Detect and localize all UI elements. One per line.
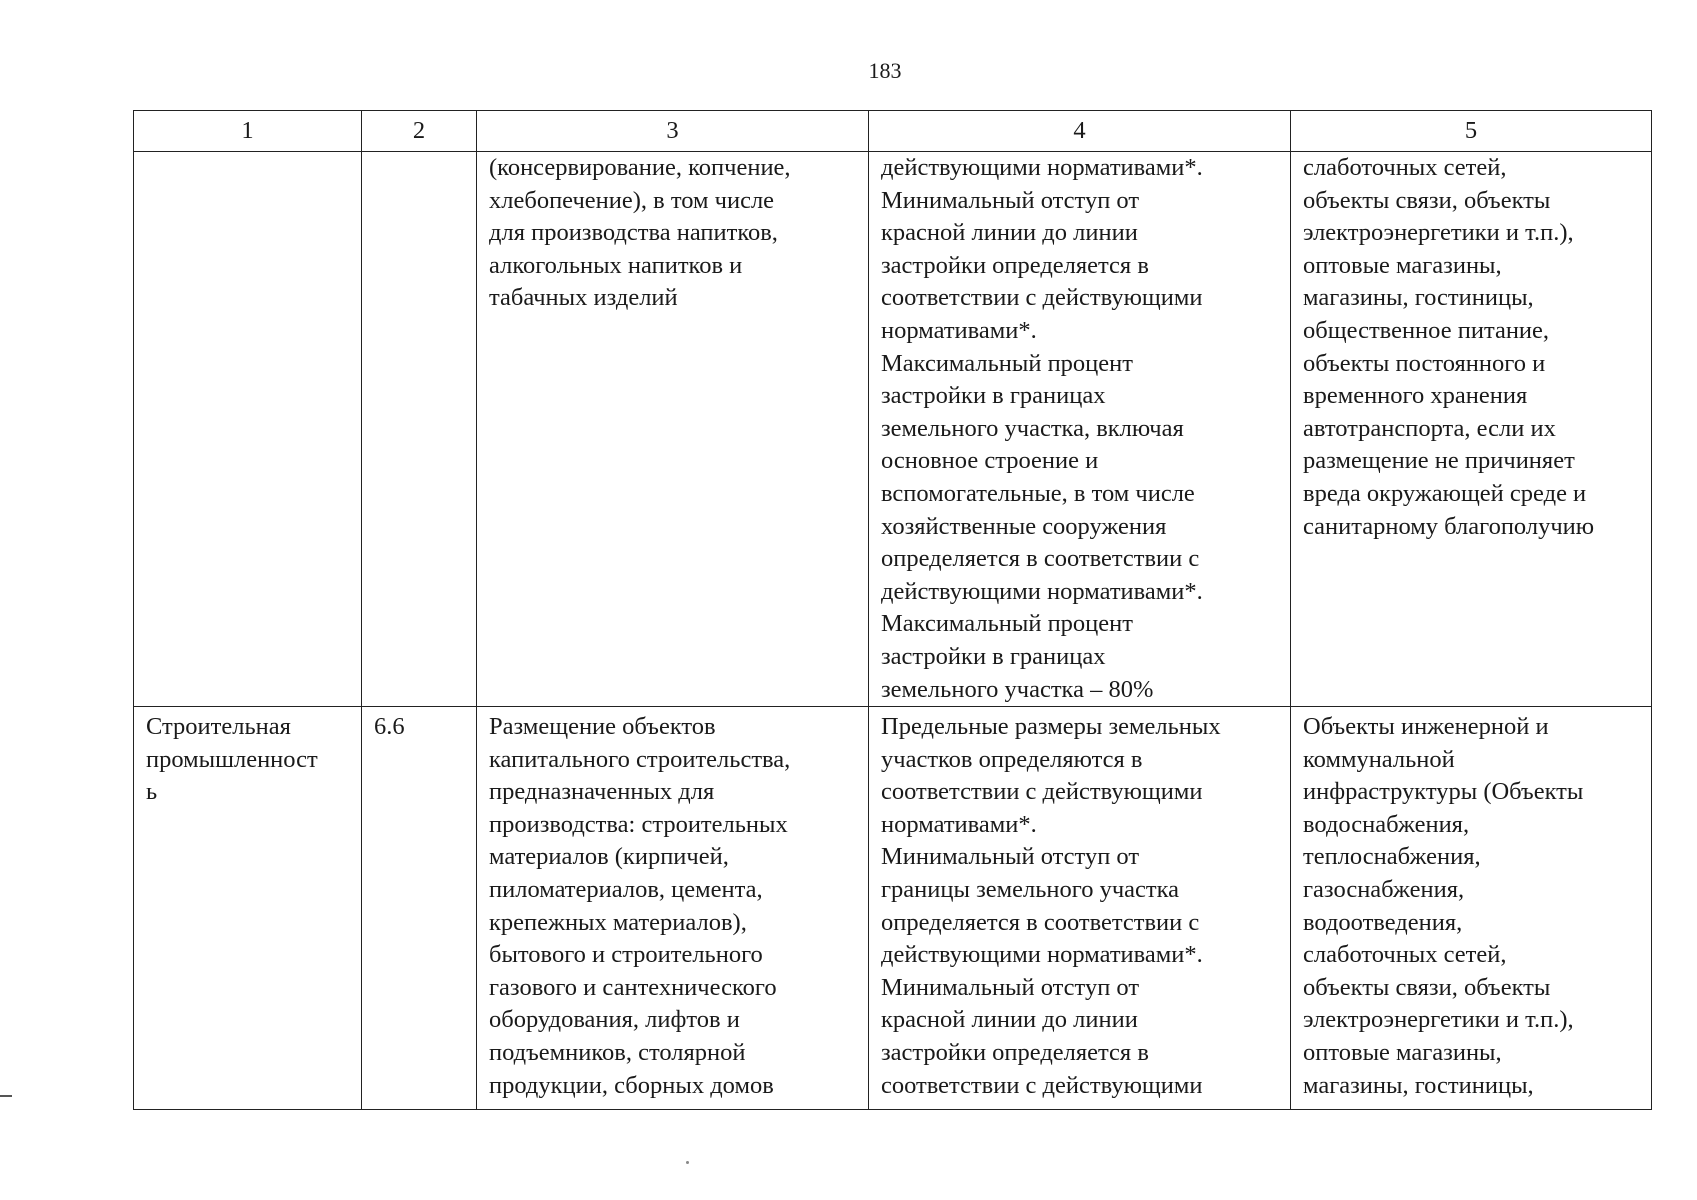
- page-number: 183: [868, 58, 902, 83]
- column-header-4: 4: [869, 111, 1291, 152]
- parameters-cell: Предельные размеры земельных участков определяются в соответствии с действующими нормативами*. Минимальный отступ от границы земельного участка определяется в соответствии с действующими нормативами*. Минимальный отступ от красной линии до линии застройки определяется в соответствии с действующими: [869, 707, 1291, 1110]
- use-code-cell: 6.6: [362, 707, 477, 1110]
- auxiliary-uses-cell: слаботочных сетей, объекты связи, объекты электроэнергетики и т.п.), оптовые магазины, магазины, гостиницы, общественное питание, объекты постоянного и временного хранения автотранспорта, если их размещение не причиняет вреда окружающей среде и санитарному благополучию: [1291, 152, 1652, 707]
- use-type-cell: Строительная промышленност ь: [134, 707, 362, 1110]
- parameters-cell: действующими нормативами*. Минимальный отступ от красной линии до линии застройки определяется в соответствии с действующими нормативами*. Максимальный процент застройки в границах земельного участка, включая основное строение и вспомогательные, в том числе хозяйственные сооружения определяется в соответствии с действующими нормативами*. Максимальный процент застройки в границах земельного участка – 80%: [869, 152, 1291, 707]
- auxiliary-uses-cell: Объекты инженерной и коммунальной инфраструктуры (Объекты водоснабжения, теплоснабжения, газоснабжения, водоотведения, слаботочных сетей, объекты связи, объекты электроэнергетики и т.п.), оптовые магазины, магазины, гостиницы,: [1291, 707, 1652, 1110]
- table-row: [134, 152, 1652, 707]
- scan-dust-dot: [686, 1161, 689, 1164]
- use-description-cell: (консервирование, копчение, хлебопечение), в том числе для производства напитков, алкогольных напитков и табачных изделий: [477, 152, 869, 707]
- use-description-cell: Размещение объектов капитального строительства, предназначенных для производства: строительных материалов (кирпичей, пиломатериалов, цемента, крепежных материалов), бытового и строительного газового и сантехнического оборудования, лифтов и подъемников, столярной продукции, сборных домов: [477, 707, 869, 1110]
- table-header-row: [134, 111, 1652, 152]
- use-type-cell: [134, 152, 362, 707]
- column-header-1: 1: [134, 111, 362, 152]
- column-header-5: 5: [1291, 111, 1652, 152]
- land-use-table: [133, 110, 1652, 1110]
- table-row: [134, 707, 1652, 1110]
- column-header-3: 3: [477, 111, 869, 152]
- use-code-cell: [362, 152, 477, 707]
- scan-margin-mark: [0, 1095, 12, 1097]
- column-header-2: 2: [362, 111, 477, 152]
